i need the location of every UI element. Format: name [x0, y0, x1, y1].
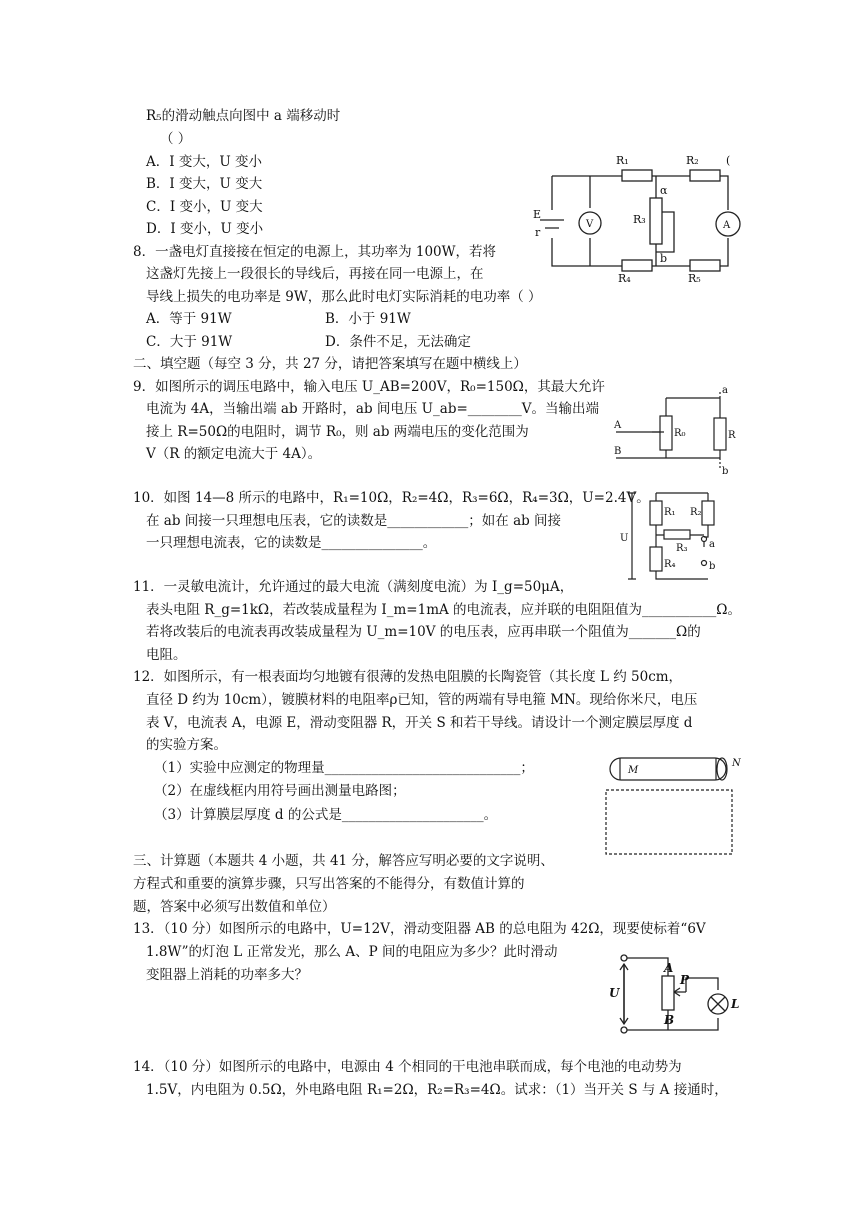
- q12-line-3: 表 V，电流表 A，电源 E，滑动变阻器 R，开关 S 和若干导线。请设计一个测定膜层厚度 d: [146, 715, 693, 731]
- q7-label-r: r: [535, 226, 541, 239]
- section-3-line-3: 题，答案中必须写出数值和单位）: [133, 899, 336, 915]
- q13-circuit-diagram: [608, 944, 744, 1040]
- q9-label-a: a: [722, 385, 728, 396]
- q7-option-b: B．I 变大，U 变大: [146, 176, 263, 192]
- q10-line-3: 一只理想电流表，它的读数是_______________。: [146, 535, 437, 551]
- q13-line-3: 变阻器上消耗的功率多大？: [146, 967, 308, 983]
- q8-option-c: C．大于 91W: [146, 334, 233, 350]
- q13-line-2: 1.8W”的灯泡 L 正常发光，那么 A、P 间的电阻应为多少？此时滑动: [146, 944, 558, 960]
- q11-line-4: 电阻。: [146, 647, 187, 663]
- q9-label-b: b: [722, 466, 729, 476]
- q8-option-d: D．条件不足，无法确定: [325, 334, 471, 350]
- q9-circuit-diagram: [608, 384, 744, 476]
- q13-label-l: L: [731, 997, 740, 1011]
- q8-line-1: 8．一盏电灯直接接在恒定的电源上，其功率为 100W，若将: [133, 244, 497, 260]
- q12-line-2: 直径 D 约为 10cm），镀膜材料的电阻率ρ已知，管的两端有导电箍 MN。现给你米尺，电压: [146, 692, 698, 708]
- section-3-line-1: 三、计算题（本题共 4 小题，共 41 分，解答应写明必要的文字说明、: [133, 853, 554, 869]
- q10-label-r4: R₄: [664, 559, 676, 570]
- q10-label-a: a: [709, 539, 715, 550]
- q11-line-3: 若将改装后的电流表再改装成量程为 U_m=10V 的电压表，应再串联一个阻值为_______Ω的: [146, 624, 701, 640]
- q9-line-1: 9．如图所示的调压电路中，输入电压 U_AB=200V，R₀=150Ω，其最大允许: [133, 379, 605, 395]
- q7-option-c: C．I 变小，U 变大: [146, 199, 263, 215]
- q7-label-r4: R₄: [618, 272, 631, 285]
- q7-ammeter-a: A: [723, 220, 731, 231]
- q12-label-m: M: [628, 765, 639, 776]
- q7-label-r2: R₂: [686, 154, 699, 167]
- q14-line-1: 14．（10 分）如图所示的电路中，电源由 4 个相同的干电池串联而成，每个电池的电动势为: [133, 1059, 682, 1075]
- q7-option-d: D．I 变小，U 变小: [146, 221, 264, 237]
- q12-line-1: 12．如图所示，有一根表面均匀地镀有很薄的发热电阻膜的长陶瓷管（其长度 L 约 50cm，: [133, 669, 683, 685]
- q12-label-n: N: [732, 758, 741, 769]
- q8-line-2: 这盏灯先接上一段很长的导线后，再接在同一电源上，在: [146, 266, 484, 282]
- q10-label-r3: R₃: [676, 543, 688, 554]
- q9-label-B: B: [614, 446, 622, 457]
- q7-label-alpha: α: [660, 184, 668, 197]
- q13-label-a: A: [664, 961, 674, 975]
- q13-label-u: U: [609, 986, 620, 1000]
- section-3-line-2: 方程式和重要的演算步骤，只写出答案的不能得分，有数值计算的: [133, 876, 525, 892]
- q12-sub-1: （1）实验中应测定的物理量_____________________________；: [154, 760, 534, 776]
- q11-line-2: 表头电阻 R_g=1kΩ，若改装成量程为 I_m=1mA 的电流表，应并联的电阻阻值为___________Ω。: [146, 602, 741, 618]
- q12-line-4: 的实验方案。: [146, 737, 227, 753]
- q13-label-p: P: [680, 973, 690, 987]
- q10-circuit-diagram: [618, 487, 718, 583]
- q12-ceramic-tube-figure: [598, 750, 744, 858]
- q11-line-1: 11．一灵敏电流计，允许通过的最大电流（满刻度电流）为 I_g=50μA，: [133, 579, 574, 595]
- q7-label-r3: R₃: [633, 213, 646, 226]
- q8-option-b: B．小于 91W: [325, 311, 411, 327]
- q9-label-r: R: [728, 430, 736, 441]
- q9-label-A: A: [614, 420, 622, 431]
- q9-label-r0: R₀: [674, 428, 686, 439]
- q7-circuit-diagram: [530, 148, 746, 288]
- q14-line-2: 1.5V，内电阻为 0.5Ω，外电路电阻 R₁=2Ω，R₂=R₃=4Ω。试求：（1）当开关 S 与 A 接通时，: [146, 1082, 728, 1098]
- q12-sub-2: （2）在虚线框内用符号画出测量电路图；: [154, 783, 406, 799]
- q10-label-r2: R₂: [690, 507, 702, 518]
- q9-line-2: 电流为 4A，当输出端 ab 开路时，ab 间电压 U_ab=________V。当输出端: [146, 401, 600, 417]
- q8-option-a: A．等于 91W: [146, 311, 232, 327]
- q13-line-1: 13．（10 分）如图所示的电路中，U=12V，滑动变阻器 AB 的总电阻为 42Ω，现要使标着“6V: [133, 921, 706, 937]
- q10-line-2: 在 ab 间接一只理想电压表，它的读数是____________；如在 ab 间接: [146, 513, 562, 529]
- q7-line: R₅的滑动触点向图中 a 端移动时: [146, 108, 341, 124]
- q7-label-b: b: [660, 252, 668, 265]
- q7-label-paren: (: [726, 154, 731, 167]
- q10-label-u: U: [620, 533, 629, 544]
- q10-label-b: b: [709, 561, 716, 572]
- q8-line-3: 导线上损失的电功率是 9W，那么此时电灯实际消耗的电功率（ ）: [146, 289, 542, 305]
- q7-answer-paren: （ ）: [160, 131, 192, 147]
- q7-option-a: A．I 变大，U 变小: [146, 154, 263, 170]
- q7-label-r5: R₅: [688, 272, 701, 285]
- q10-label-r1: R₁: [664, 507, 676, 518]
- q7-label-r1: R₁: [616, 154, 629, 167]
- q7-label-e: E: [533, 208, 542, 221]
- q9-line-4: V（R 的额定电流大于 4A）。: [146, 446, 322, 462]
- q10-line-1: 10．如图 14—8 所示的电路中，R₁=10Ω，R₂=4Ω，R₃=6Ω，R₄=3Ω，U=2.4V。: [133, 490, 650, 506]
- q7-voltmeter-v: V: [586, 219, 594, 230]
- q12-sub-3: （3）计算膜层厚度 d 的公式是_____________________。: [154, 807, 498, 823]
- section-2-title: 二、填空题（每空 3 分，共 27 分，请把答案填写在题中横线上）: [133, 356, 527, 372]
- q13-label-b: B: [664, 1013, 675, 1027]
- q9-line-3: 接上 R=50Ω的电阻时，调节 R₀，则 ab 两端电压的变化范围为: [146, 424, 529, 440]
